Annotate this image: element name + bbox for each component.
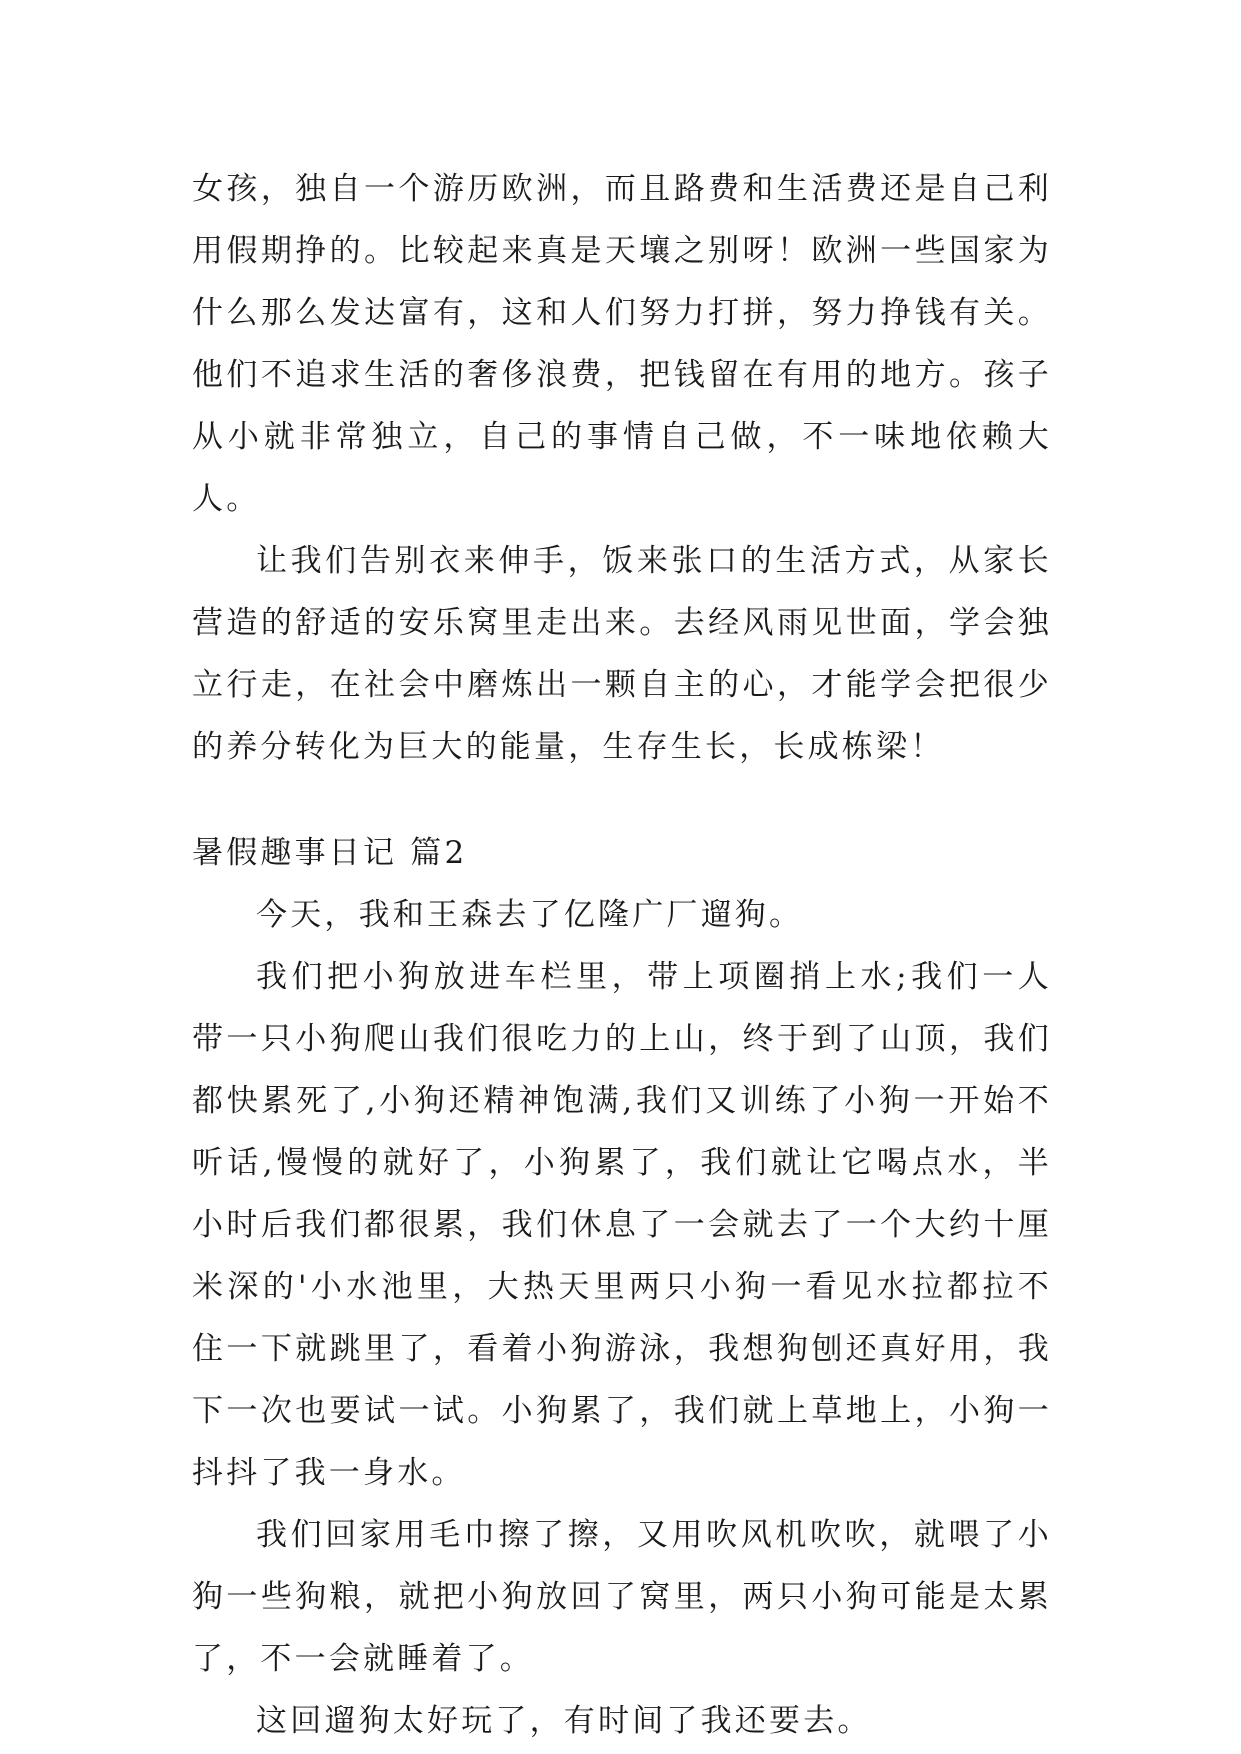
paragraph-opening: 今天，我和王森去了亿隆广厂遛狗。 bbox=[256, 897, 804, 933]
paragraph-home: 我们回家用毛巾擦了擦，又用吹风机吹吹，就喂了小狗一些狗粮，就把小狗放回了窝里，两只小狗可能是太累了，不一会就睡着了。 bbox=[192, 1517, 1052, 1677]
section-heading: 暑假趣事日记 篇2 bbox=[192, 835, 468, 871]
paragraph-ending: 这回遛狗太好玩了，有时间了我还要去。 bbox=[256, 1703, 872, 1739]
paragraph-continuation: 女孩，独自一个游历欧洲，而且路费和生活费还是自己利用假期挣的。比较起来真是天壤之别呀！欧洲一些国家为什么那么发达富有，这和人们努力打拼，努力挣钱有关。他们不追求生活的奢侈浪费，把钱留在有用的地方。孩子从小就非常独立，自己的事情自己做，不一味地依赖大人。 bbox=[192, 171, 1052, 517]
paragraph-story: 我们把小狗放进车栏里，带上项圈捎上水;我们一人带一只小狗爬山我们很吃力的上山，终于到了山顶，我们都快累死了,小狗还精神饱满,我们又训练了小狗一开始不听话,慢慢的就好了，小狗累了，我们就让它喝点水，半小时后我们都很累，我们休息了一会就去了一个大约十厘米深的'小水池里，大热天里两只小狗一看见水拉都拉不住一下就跳里了，看着小狗游泳，我想狗刨还真好用，我下一次也要试一试。小狗累了，我们就上草地上，小狗一抖抖了我一身水。 bbox=[192, 959, 1052, 1491]
section-spacer bbox=[192, 778, 1052, 822]
paragraph-conclusion: 让我们告别衣来伸手，饭来张口的生活方式，从家长营造的舒适的安乐窝里走出来。去经风雨见世面，学会独立行走，在社会中磨炼出一颗自主的心，才能学会把很少的养分转化为巨大的能量，生存生长，长成栋梁！ bbox=[192, 543, 1052, 765]
document-page bbox=[192, 158, 1052, 1752]
